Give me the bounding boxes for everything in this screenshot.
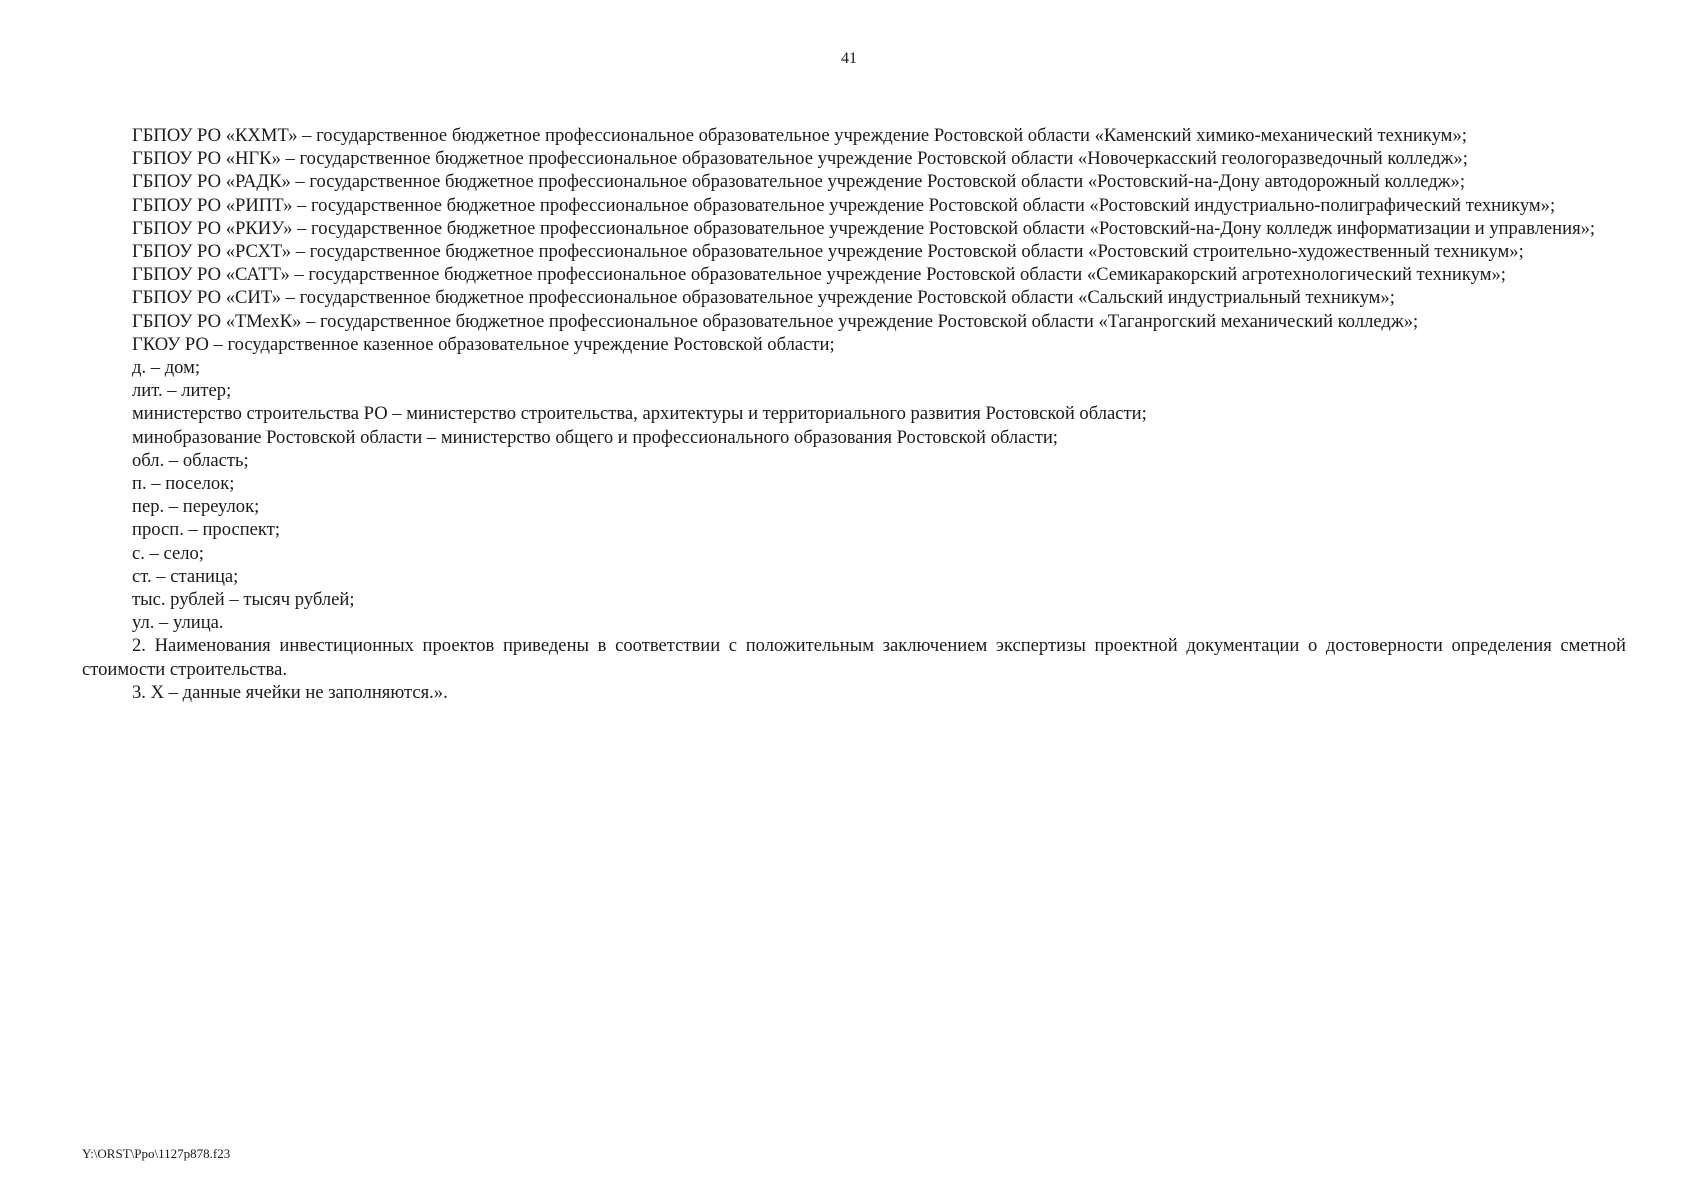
abbreviation-stanica: ст. – станица; xyxy=(132,565,239,587)
abbreviation-gkou: ГКОУ РО – государственное казенное образовательное учреждение Ростовской области; xyxy=(132,333,835,355)
abbreviation-satt: ГБПОУ РО «САТТ» – государственное бюджетное профессиональное образовательное учреждение Ростовской области «Семикаракорский агротехнологический техникум»; xyxy=(132,264,1506,286)
abbreviation-ngk: ГБПОУ РО «НГК» – государственное бюджетное профессиональное образовательное учреждение Ростовской области «Новочеркасский геологоразведочный колледж»; xyxy=(132,148,1468,170)
abbreviation-oblast: обл. – область; xyxy=(132,449,249,471)
abbreviation-ript: ГБПОУ РО «РИПТ» – государственное бюджетное профессиональное образовательное учреждение Ростовской области «Ростовский индустриально-полиграфический техникум»; xyxy=(132,194,1556,216)
abbreviation-prospekt: просп. – проспект; xyxy=(132,519,280,541)
abbreviation-pereulok: пер. – переулок; xyxy=(132,496,260,518)
note-3: 3. Х – данные ячейки не заполняются.». xyxy=(132,681,448,703)
abbreviation-rubles: тыс. рублей – тысяч рублей; xyxy=(132,589,355,611)
abbreviation-kxmt: ГБПОУ РО «КХМТ» – государственное бюджетное профессиональное образовательное учреждение Ростовской области «Каменский химико-механический техникум»; xyxy=(132,125,1467,146)
abbreviation-ministry-construction: министерство строительства РО – министерство строительства, архитектуры и территориального развития Ростовской области; xyxy=(132,403,1147,425)
abbreviation-rkiu: ГБПОУ РО «РКИУ» – государственное бюджетное профессиональное образовательное учреждение Ростовской области «Ростовский-на-Дону колледж информатизации и управления»; xyxy=(132,217,1596,239)
abbreviation-tmexk: ГБПОУ РО «ТМехК» – государственное бюджетное профессиональное образовательное учреждение Ростовской области «Таганрогский механический колледж»; xyxy=(132,310,1419,332)
abbreviation-sit: ГБПОУ РО «СИТ» – государственное бюджетное профессиональное образовательное учреждение Ростовской области «Сальский индустриальный техникум»; xyxy=(132,287,1395,309)
abbreviation-radk: ГБПОУ РО «РАДК» – государственное бюджетное профессиональное образовательное учреждение Ростовской области «Ростовский-на-Дону автодорожный колледж»; xyxy=(132,171,1465,193)
abbreviation-dom: д. – дом; xyxy=(132,357,201,379)
abbreviation-ministry-education: минобразование Ростовской области – министерство общего и профессионального образования Ростовской области; xyxy=(132,426,1058,448)
abbreviation-poselok: п. – поселок; xyxy=(132,473,235,495)
abbreviation-liter: лит. – литер; xyxy=(132,380,232,402)
page-number: 41 xyxy=(841,50,857,67)
note-2: 2. Наименования инвестиционных проектов приведены в соответствии с положительным заключением экспертизы проектной документации о достоверности определения сметной стоимости строительства. xyxy=(82,635,1626,680)
abbreviation-rsxt: ГБПОУ РО «РСХТ» – государственное бюджетное профессиональное образовательное учреждение Ростовской области «Ростовский строительно-художественный техникум»; xyxy=(132,241,1524,263)
abbreviation-selo: с. – село; xyxy=(132,542,204,564)
document-body xyxy=(82,124,1626,704)
abbreviation-ulica: ул. – улица. xyxy=(132,612,224,634)
footer-file-path: Y:\ORST\Ppo\1127p878.f23 xyxy=(82,1146,231,1161)
